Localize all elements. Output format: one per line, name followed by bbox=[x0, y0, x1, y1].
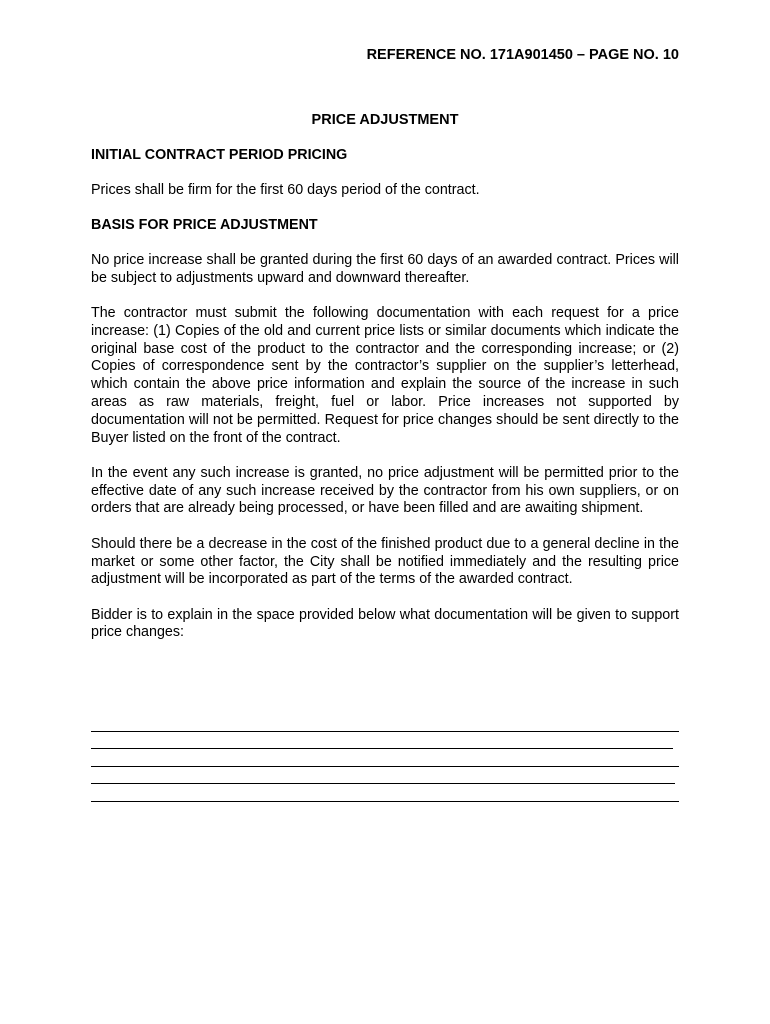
answer-line[interactable] bbox=[91, 732, 679, 750]
initial-pricing-text: Prices shall be firm for the first 60 days period of the contract. bbox=[91, 181, 480, 198]
basis-paragraph-2: The contractor must submit the following documentation with each request for a price increase: (1) Copies of the old and current price lists or similar documents which indicate the original base cost of the product to the contractor and the corresponding increase; or (2) Copies of correspondence sent by the contractor’s supplier on the supplier’s letterhead, which contain the above price information and explain the source of the increase in such areas as raw materials, freight, fuel or labor. Price increases not supported by documentation will not be permitted. Request for price changes should be sent directly to the Buyer listed on the front of the contract. bbox=[91, 304, 679, 446]
basis-paragraph-3: In the event any such increase is granted, no price adjustment will be permitted prior to the effective date of any such increase received by the contractor from his own suppliers, or on orders that are already being processed, or have been filled and are awaiting shipment. bbox=[91, 464, 679, 517]
document-body bbox=[91, 147, 679, 660]
basis-paragraph-4: Should there be a decrease in the cost of the finished product due to a general decline in the market or some other factor, the City shall be notified immediately and the resulting price adjustment will be incorporated as part of the terms of the awarded contract. bbox=[91, 535, 679, 588]
answer-line[interactable] bbox=[91, 714, 679, 732]
answer-line[interactable] bbox=[91, 767, 679, 785]
basis-paragraph-1: No price increase shall be granted during the first 60 days of an awarded contract. Prices will be subject to adjustments upward and downward thereafter. bbox=[91, 251, 679, 286]
answer-line[interactable] bbox=[91, 749, 679, 767]
initial-pricing-heading: INITIAL CONTRACT PERIOD PRICING bbox=[91, 147, 348, 163]
answer-line[interactable] bbox=[91, 784, 679, 802]
page-title: PRICE ADJUSTMENT bbox=[311, 112, 459, 128]
answer-space bbox=[91, 714, 679, 802]
basis-heading: BASIS FOR PRICE ADJUSTMENT bbox=[91, 217, 318, 234]
bidder-instruction: Bidder is to explain in the space provided below what documentation will be given to support price changes: bbox=[91, 606, 679, 641]
reference-number: REFERENCE NO. 171A901450 – PAGE NO. 10 bbox=[366, 47, 679, 63]
